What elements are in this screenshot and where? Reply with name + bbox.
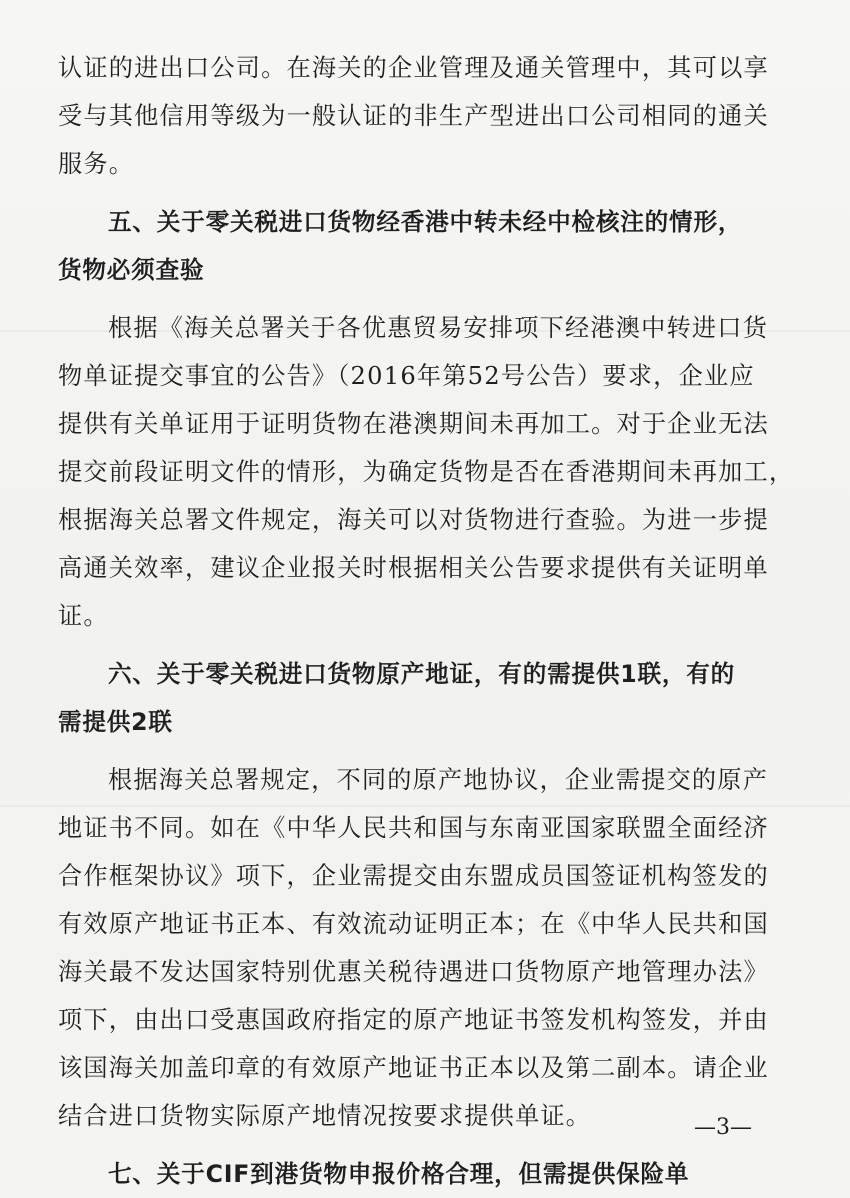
body-line: 提交前段证明文件的情形，为确定货物是否在香港期间未再加工， [58, 458, 795, 486]
body-line: 结合进口货物实际原产地情况按要求提供单证。 [58, 1102, 592, 1130]
body-line: 高通关效率，建议企业报关时根据相关公告要求提供有关证明单 [58, 554, 769, 582]
body-line: 认证的进出口公司。在海关的企业管理及通关管理中，其可以享 [58, 54, 769, 82]
body-line: 物单证提交事宜的公告》（2016年第52号公告）要求，企业应 [58, 362, 755, 390]
page-number: —3— [694, 1115, 752, 1140]
document-body [58, 44, 800, 1198]
body-line: 服务。 [58, 150, 135, 178]
section-heading-5: 五、关于零关税进口货物经香港中转未经中检核注的情形， [108, 208, 743, 236]
paragraph-first-line: 根据《海关总署关于各优惠贸易安排项下经港澳中转进口货 [108, 314, 769, 342]
body-line: 海关最不发达国家特别优惠关税待遇进口货物原产地管理办法》 [58, 958, 769, 986]
section-heading-7: 七、关于CIF到港货物申报价格合理，但需提供保险单 [108, 1160, 690, 1188]
body-line: 提供有关单证用于证明货物在港澳期间未再加工。对于企业无法 [58, 410, 769, 438]
section-heading-6-cont: 需提供2联 [58, 708, 173, 736]
body-line: 受与其他信用等级为一般认证的非生产型进出口公司相同的通关 [58, 102, 769, 130]
body-line: 根据海关总署文件规定，海关可以对货物进行查验。为进一步提 [58, 506, 769, 534]
body-line: 该国海关加盖印章的有效原产地证书正本以及第二副本。请企业 [58, 1054, 769, 1082]
body-line: 有效原产地证书正本、有效流动证明正本；在《中华人民共和国 [58, 910, 769, 938]
section-heading-6: 六、关于零关税进口货物原产地证，有的需提供1联，有的 [108, 660, 736, 688]
section-heading-5-cont: 货物必须查验 [58, 256, 205, 284]
paragraph-first-line: 根据海关总署规定，不同的原产地协议，企业需提交的原产 [108, 766, 769, 794]
body-line: 证。 [58, 602, 109, 630]
body-line: 合作框架协议》项下，企业需提交由东盟成员国签证机构签发的 [58, 862, 769, 890]
body-line: 项下，由出口受惠国政府指定的原产地证书签发机构签发，并由 [58, 1006, 769, 1034]
body-line: 地证书不同。如在《中华人民共和国与东南亚国家联盟全面经济 [58, 814, 769, 842]
